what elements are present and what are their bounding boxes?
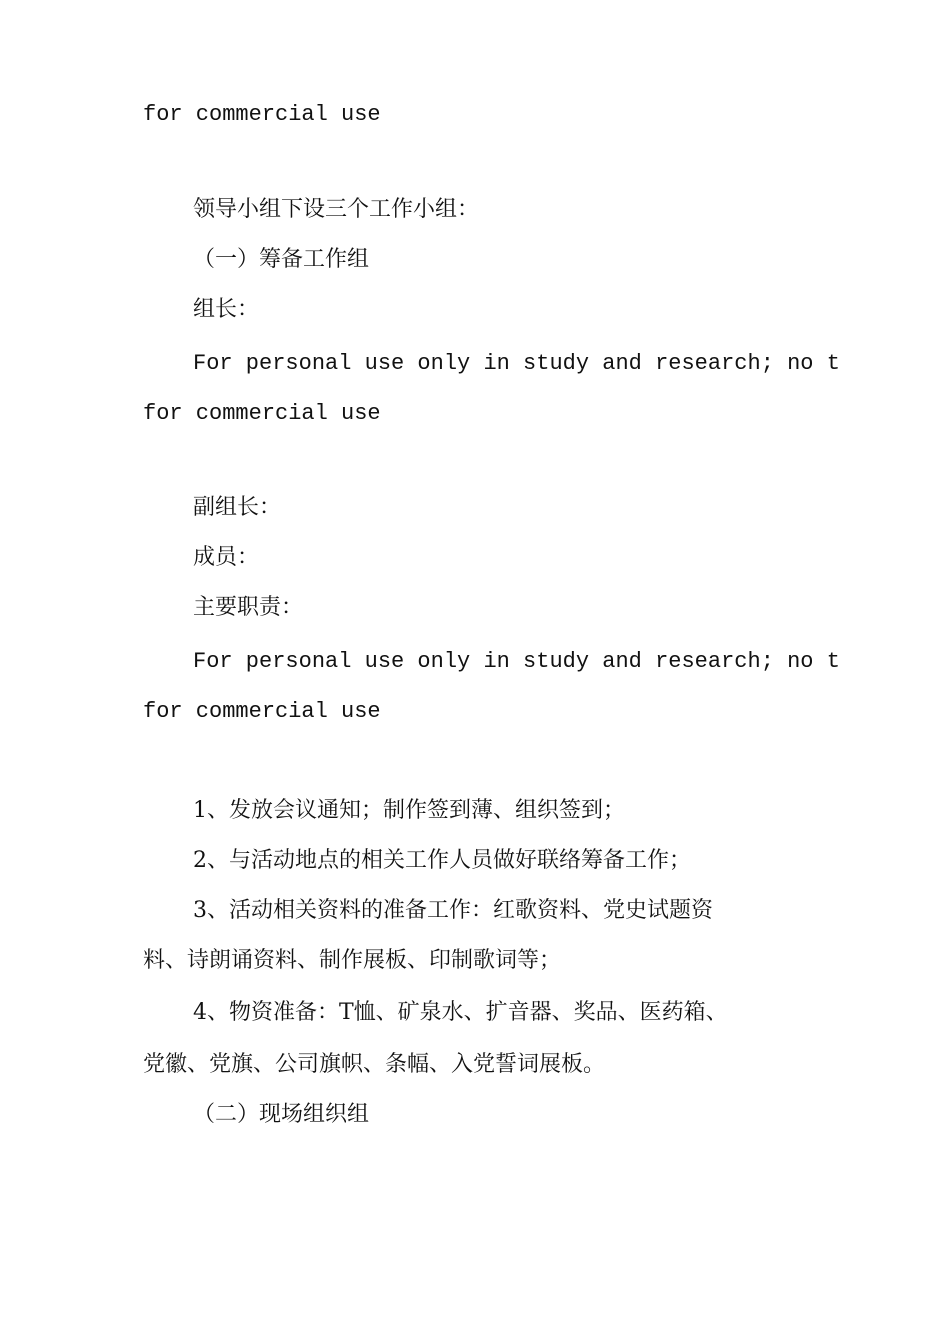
list-item: 3、活动相关资料的准备工作：红歌资料、党史试题资 [193, 898, 713, 923]
paragraph: 组长： [193, 297, 260, 322]
list-item-continuation: 党徽、党旗、公司旗帜、条幅、入党誓词展板。 [143, 1052, 606, 1077]
watermark-line: For personal use only in study and research; no t [193, 649, 840, 674]
list-item: 1、发放会议通知；制作签到薄、组织签到； [193, 798, 625, 823]
paragraph: 领导小组下设三个工作小组： [193, 197, 480, 222]
watermark-line: for commercial use [143, 102, 381, 127]
watermark-line: for commercial use [143, 401, 381, 426]
list-item-continuation: 料、诗朗诵资料、制作展板、印制歌词等； [143, 948, 562, 973]
section-heading: （一）筹备工作组 [193, 247, 370, 272]
paragraph: 主要职责： [193, 595, 304, 620]
watermark-line: for commercial use [143, 699, 381, 724]
paragraph: 成员： [193, 545, 260, 570]
paragraph: 副组长： [193, 495, 282, 520]
watermark-line: For personal use only in study and research; no t [193, 351, 840, 376]
list-item: 2、与活动地点的相关工作人员做好联络筹备工作； [193, 848, 691, 873]
list-item: 4、物资准备：T恤、矿泉水、扩音器、奖品、医药箱、 [193, 1000, 728, 1025]
section-heading: （二）现场组织组 [193, 1102, 370, 1127]
